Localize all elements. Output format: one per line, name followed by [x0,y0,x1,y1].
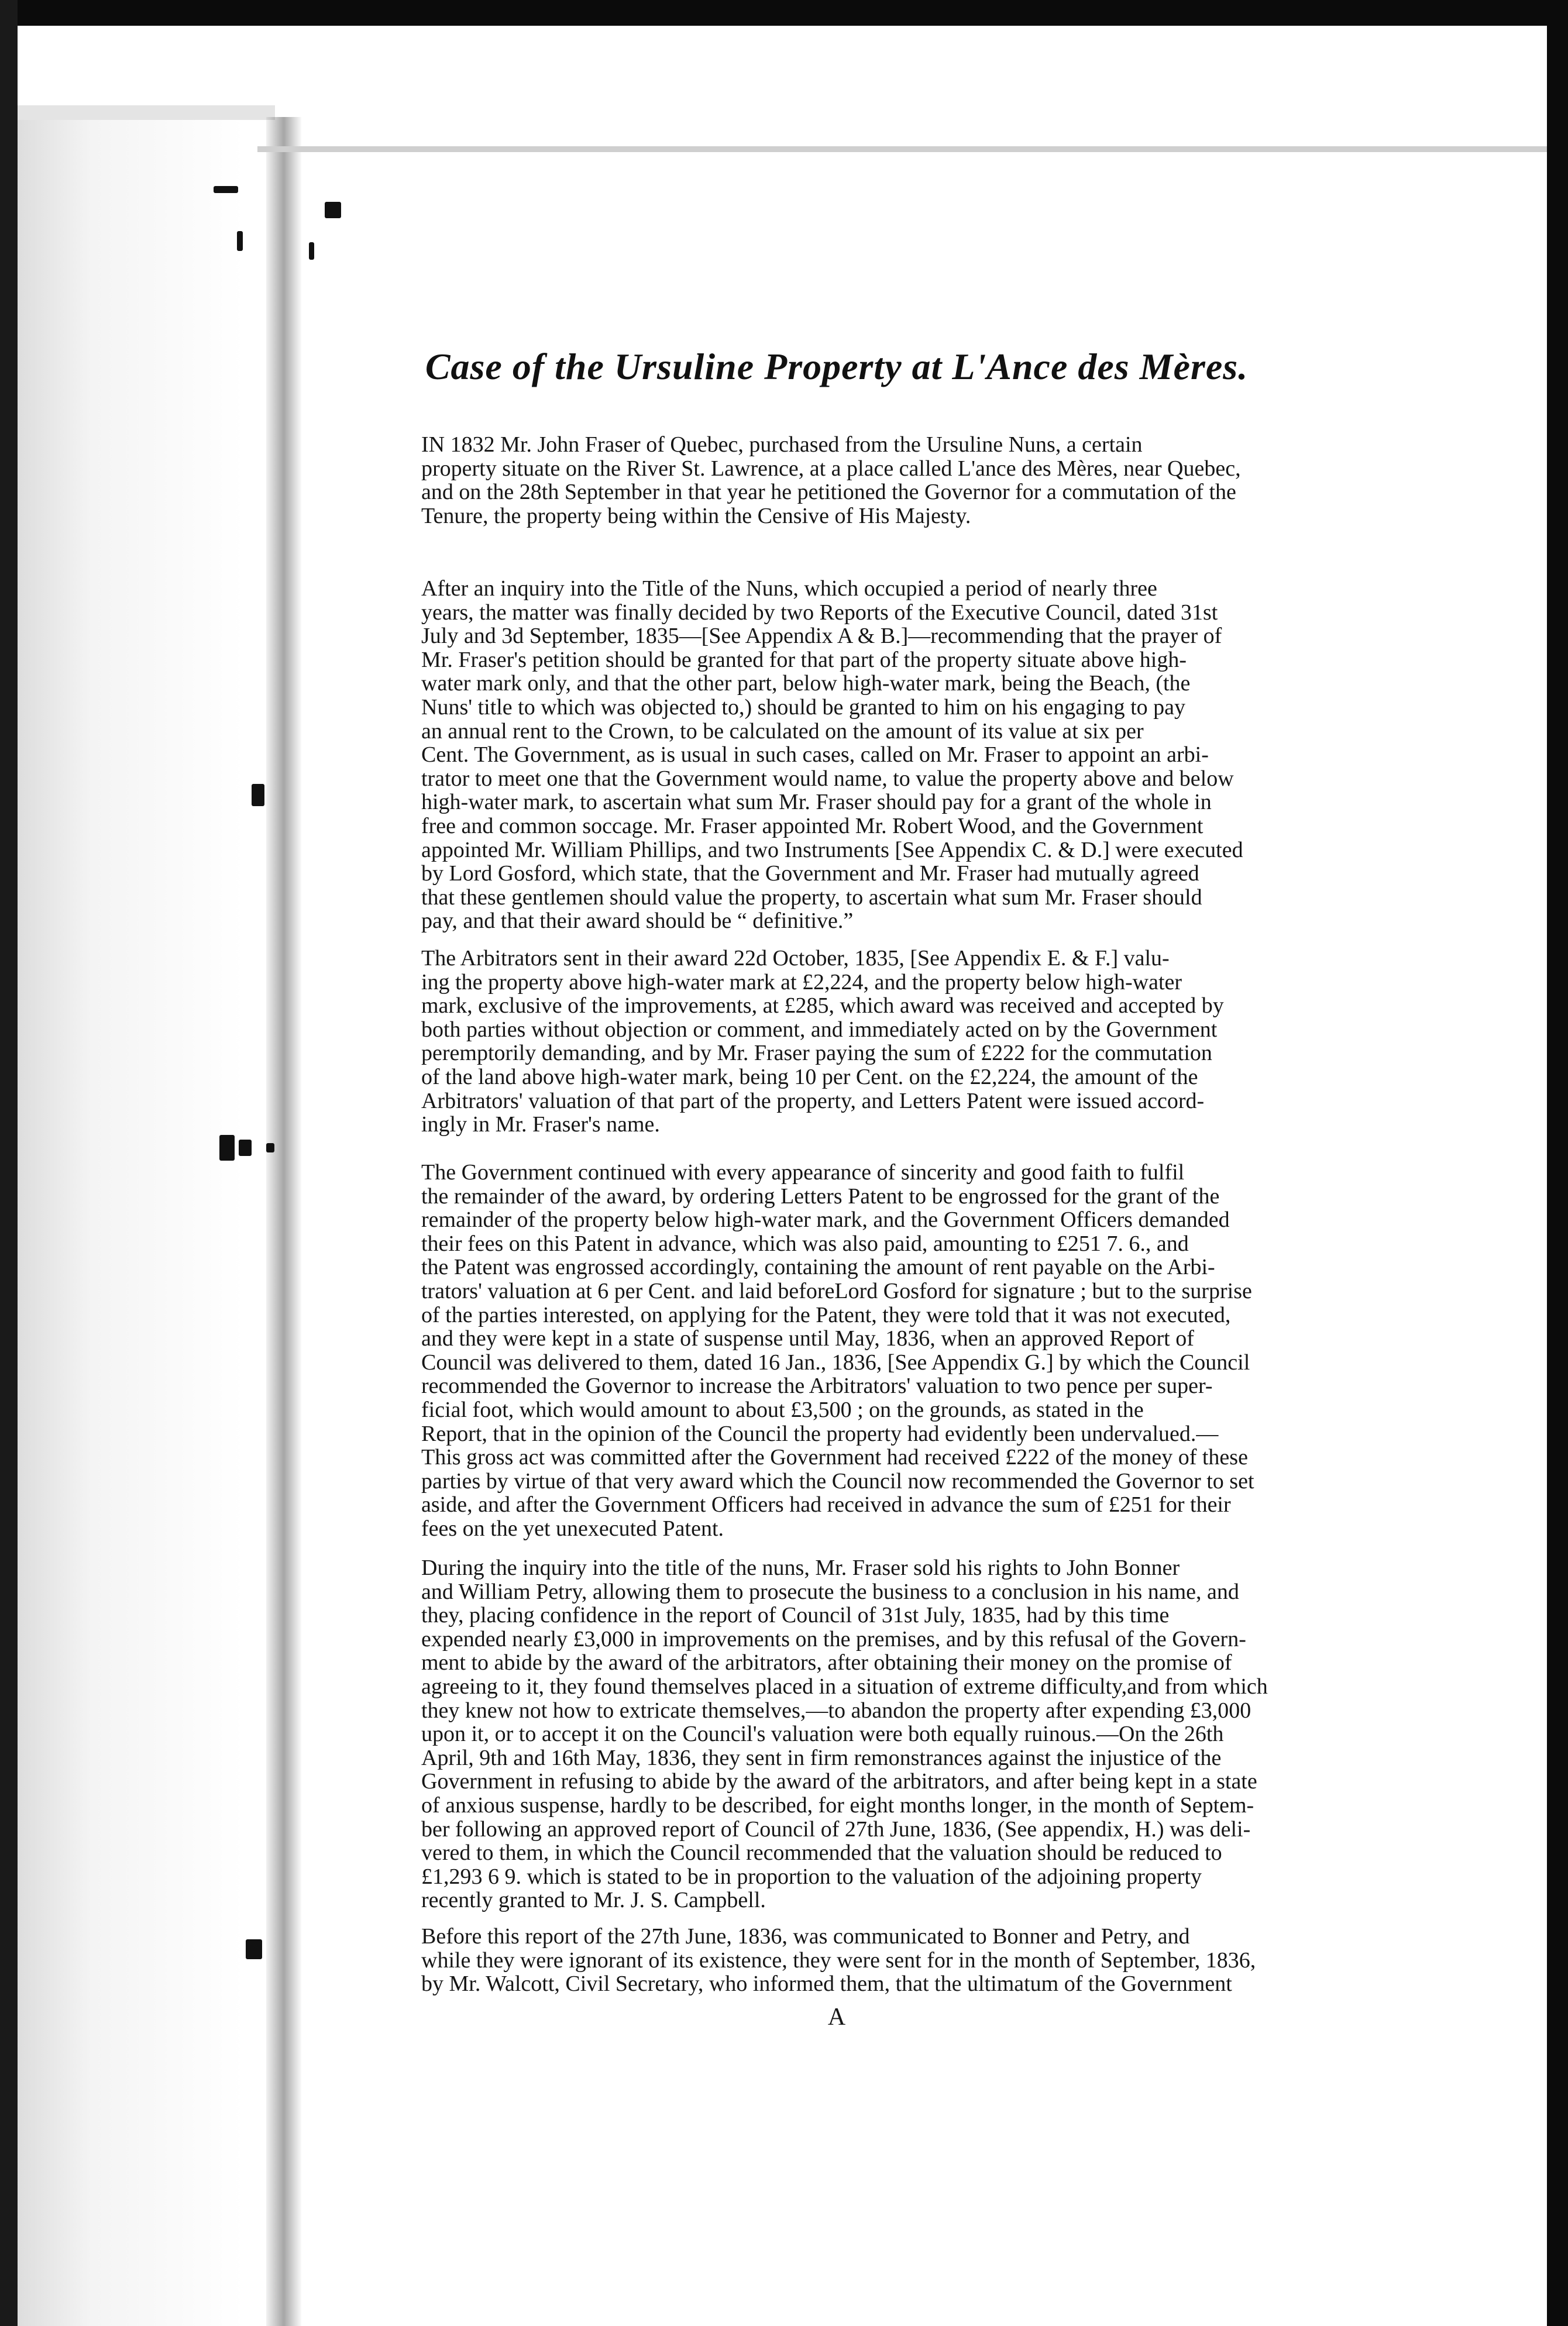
text-line: they knew not how to extricate themselves,—to abandon the property after expending £3,000 [421,1698,1251,1723]
page-top-edge [257,146,1547,152]
text-line: IN 1832 Mr. John Fraser of Quebec, purchased from the Ursuline Nuns, a certain [421,432,1143,457]
text-line: appointed Mr. William Phillips, and two Instruments [See Appendix C. & D.] were executed [421,837,1243,862]
text-line: by Mr. Walcott, Civil Secretary, who informed them, that the ultimatum of the Government [421,1971,1232,1997]
text-line: Council was delivered to them, dated 16 Jan., 1836, [See Appendix G.] by which the Council [421,1350,1250,1375]
text-line: Cent. The Government, as is usual in such cases, called on Mr. Fraser to appoint an arbi- [421,742,1209,768]
text-line: The Government continued with every appearance of sincerity and good faith to fulfil [421,1160,1185,1185]
text-line: their fees on this Patent in advance, which was also paid, amounting to £251 7. 6., and [421,1231,1189,1256]
text-line: vered to them, in which the Council recommended that the valuation should be reduced to [421,1840,1222,1866]
text-line: both parties without objection or comment, and immediately acted on by the Government [421,1017,1218,1042]
text-line: by Lord Gosford, which state, that the Government and Mr. Fraser had mutually agreed [421,861,1199,886]
text-line: and William Petry, allowing them to prosecute the business to a conclusion in his name, and [421,1579,1239,1604]
text-line: that these gentlemen should value the property, to ascertain what sum Mr. Fraser should [421,885,1202,910]
paragraph [379,1161,1299,1541]
text-line: mark, exclusive of the improvements, at £285, which award was received and accepted by [421,993,1224,1019]
signature-mark: A [827,2004,846,2031]
stitch-mark [214,186,238,193]
text-line: ment to abide by the award of the arbitrators, after obtaining their money on the promise of [421,1650,1232,1675]
paragraph [379,433,1299,528]
text-line: Arbitrators' valuation of that part of the property, and Letters Patent were issued accord- [421,1088,1205,1113]
text-line: During the inquiry into the title of the nuns, Mr. Fraser sold his rights to John Bonner [421,1556,1180,1580]
scan-border-right [1547,0,1568,2326]
text-line: ficial foot, which would amount to about £3,500 ; on the grounds, as stated in the [421,1397,1144,1422]
scan-border-top [0,0,1568,26]
paragraph [379,1925,1299,1996]
text-line: years, the matter was finally decided by two Reports of the Executive Council, dated 31st [421,600,1218,625]
text-line: an annual rent to the Crown, to be calculated on the amount of its value at six per [421,718,1144,744]
text-line: expended nearly £3,000 in improvements on the premises, and by this refusal of the Govern- [421,1626,1246,1651]
text-line: free and common soccage. Mr. Fraser appointed Mr. Robert Wood, and the Government [421,813,1203,838]
text-line: April, 9th and 16th May, 1836, they sent in firm remonstrances against the injustice of the [421,1745,1222,1770]
scan-border-left [0,0,18,2326]
facing-page-edge [0,117,304,2326]
stitch-mark [309,242,314,260]
text-line: of the parties interested, on applying for the Patent, they were told that it was not executed, [421,1302,1231,1327]
text-line: fees on the yet unexecuted Patent. [421,1516,724,1541]
text-line: the Patent was engrossed accordingly, containing the amount of rent payable on the Arbi- [421,1255,1215,1280]
stitch-mark [237,231,243,251]
binding-shadow [266,117,301,2326]
text-line: Government in refusing to abide by the award of the arbitrators, and after being kept in a state [421,1769,1257,1794]
text-line: and on the 28th September in that year he petitioned the Governor for a commutation of the [421,480,1236,505]
text-line: of the land above high-water mark, being 10 per Cent. on the £2,224, the amount of the [421,1064,1198,1089]
paragraph [379,1556,1299,1912]
stitch-mark [239,1140,252,1156]
text-line: parties by virtue of that very award which the Council now recommended the Governor to set [421,1468,1254,1494]
text-line: Mr. Fraser's petition should be granted for that part of the property situate above high- [421,647,1187,672]
text-line: aside, and after the Government Officers had received in advance the sum of £251 for their [421,1492,1231,1518]
text-line: July and 3d September, 1835—[See Appendix A & B.]—recommending that the prayer of [421,624,1222,649]
text-line: upon it, or to accept it on the Council's valuation were both equally ruinous.—On the 26th [421,1722,1224,1747]
text-line: The Arbitrators sent in their award 22d October, 1835, [See Appendix E. & F.] valu- [421,946,1170,971]
text-line: Tenure, the property being within the Censive of His Majesty. [421,503,971,528]
text-line: trators' valuation at 6 per Cent. and laid beforeLord Gosford for signature ; but to the surprise [421,1278,1252,1303]
paragraph [379,577,1299,933]
text-line: recently granted to Mr. J. S. Campbell. [421,1888,766,1913]
text-line: ing the property above high-water mark at £2,224, and the property below high-water [421,969,1182,995]
text-line: recommended the Governor to increase the Arbitrators' valuation to two pence per super- [421,1374,1213,1399]
stitch-mark [219,1135,235,1161]
text-line: water mark only, and that the other part, below high-water mark, being the Beach, (the [421,671,1191,696]
stitch-mark [325,202,341,218]
text-line: Nuns' title to which was objected to,) should be granted to him on his engaging to pay [421,694,1186,720]
text-line: and they were kept in a state of suspense until May, 1836, when an approved Report of [421,1326,1194,1351]
text-line: while they were ignorant of its existence, they were sent for in the month of September, 1836, [421,1947,1256,1973]
text-line: property situate on the River St. Lawrence, at a place called L'ance des Mères, near Quebec, [421,456,1241,481]
text-line: of anxious suspense, hardly to be described, for eight months longer, in the month of Septem- [421,1792,1254,1818]
text-line: £1,293 6 9. which is stated to be in proportion to the valuation of the adjoining property [421,1864,1202,1889]
stitch-mark [246,1939,262,1959]
text-line: pay, and that their award should be “ definitive.” [421,909,854,934]
text-line: agreeing to it, they found themselves placed in a situation of extreme difficulty,and from which [421,1674,1268,1699]
text-line: ber following an approved report of Council of 27th June, 1836, (See appendix, H.) was deli- [421,1816,1251,1842]
page-title: Case of the Ursuline Property at L'Ance des Mères. [425,346,1249,387]
paragraph [379,947,1299,1137]
text-line: Report, that in the opinion of the Council the property had evidently been undervalued.— [421,1421,1219,1446]
text-line: trator to meet one that the Government would name, to value the property above and below [421,766,1234,791]
text-line: the remainder of the award, by ordering Letters Patent to be engrossed for the grant of the [421,1183,1220,1209]
text-line: remainder of the property below high-water mark, and the Government Officers demanded [421,1207,1230,1233]
text-line: This gross act was committed after the Government had received £222 of the money of these [421,1445,1248,1470]
page-corner-fold [0,105,275,120]
stitch-mark [266,1143,274,1152]
text-line: peremptorily demanding, and by Mr. Fraser paying the sum of £222 for the commutation [421,1041,1212,1066]
text-line: Before this report of the 27th June, 1836, was communicated to Bonner and Petry, and [421,1924,1190,1949]
text-line: high-water mark, to ascertain what sum Mr. Fraser should pay for a grant of the whole in [421,790,1212,815]
text-line: After an inquiry into the Title of the Nuns, which occupied a period of nearly three [421,576,1157,601]
stitch-mark [252,784,264,806]
text-line: ingly in Mr. Fraser's name. [421,1112,660,1137]
text-line: they, placing confidence in the report of Council of 31st July, 1835, had by this time [421,1603,1170,1628]
